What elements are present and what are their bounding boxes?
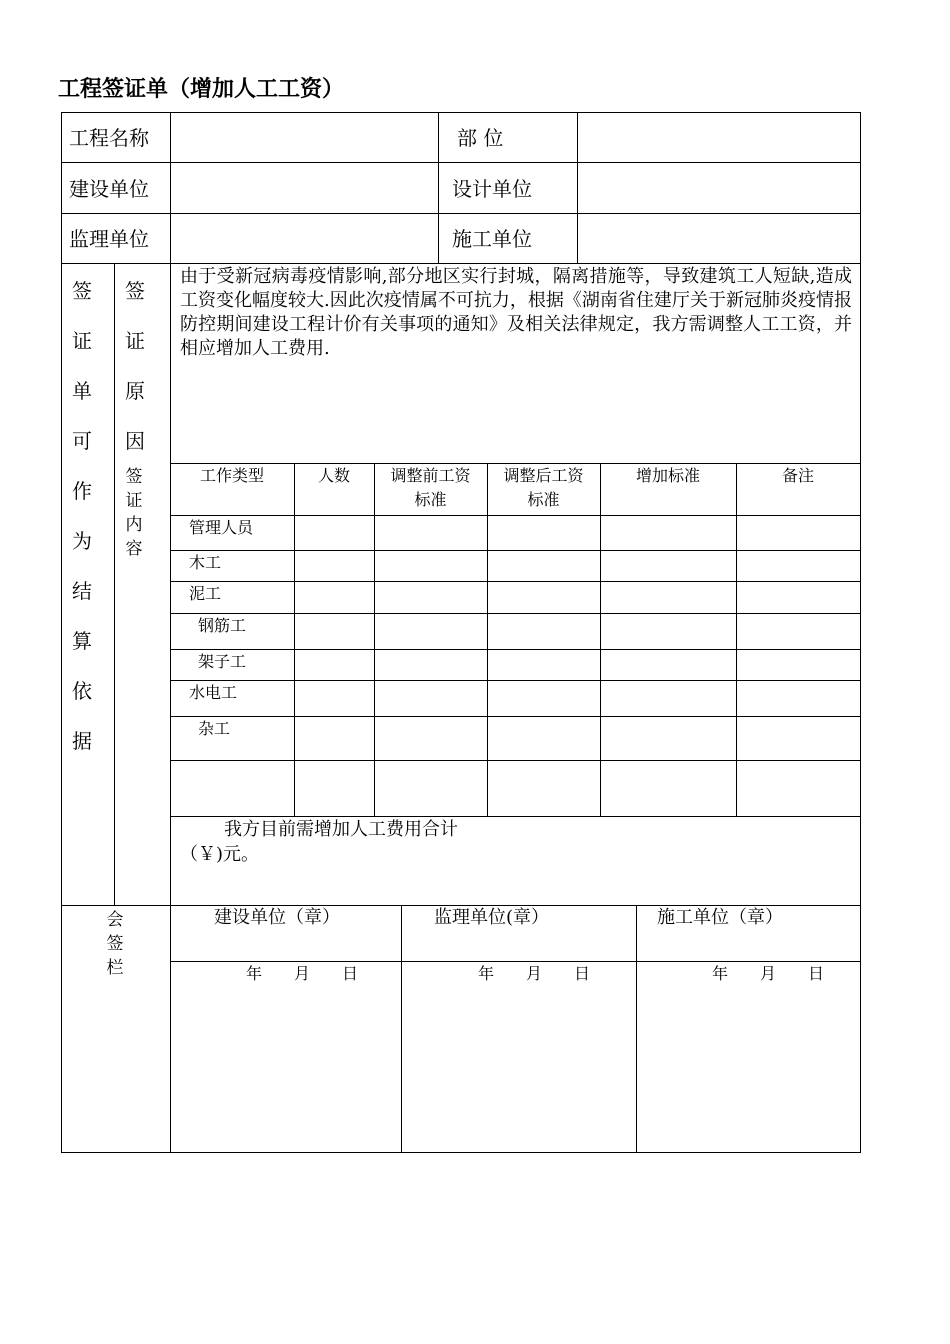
table-header-line: 调整前工资 bbox=[390, 466, 471, 485]
vertical-char: 证 bbox=[72, 329, 92, 353]
table-header-line: 调整后工资 bbox=[503, 466, 584, 485]
vertical-char: 签 bbox=[72, 279, 92, 303]
design-unit-label: 设计单位 bbox=[452, 177, 532, 201]
table-cell[interactable] bbox=[737, 582, 860, 613]
table-cell[interactable] bbox=[737, 551, 860, 581]
date-part: 月 bbox=[760, 964, 777, 983]
location-label: 部 位 bbox=[457, 126, 504, 150]
design-unit-field[interactable] bbox=[578, 163, 860, 213]
table-cell[interactable] bbox=[488, 650, 600, 680]
sign-date bbox=[478, 966, 590, 982]
vertical-char: 作 bbox=[72, 479, 92, 503]
table-cell[interactable] bbox=[737, 614, 860, 649]
border-right bbox=[860, 112, 861, 1153]
table-cell[interactable] bbox=[601, 761, 736, 816]
table-header-line: 标准 bbox=[527, 490, 560, 509]
table-row-label: 水电工 bbox=[189, 683, 238, 702]
table-cell[interactable] bbox=[295, 551, 374, 581]
table-cell[interactable] bbox=[295, 681, 374, 716]
contractor-seal-label: 施工单位（章） bbox=[657, 907, 783, 928]
vertical-char: 依 bbox=[72, 679, 92, 703]
date-part: 年 bbox=[712, 964, 729, 983]
table-cell[interactable] bbox=[375, 516, 487, 550]
table-cell[interactable] bbox=[488, 516, 600, 550]
table-header-line: 工作类型 bbox=[199, 466, 264, 485]
border-bottom bbox=[61, 1152, 861, 1153]
date-part: 日 bbox=[574, 964, 591, 983]
vertical-char: 证 bbox=[125, 329, 145, 353]
table-cell[interactable] bbox=[375, 761, 487, 816]
table-row-label: 泥工 bbox=[189, 584, 222, 603]
vertical-char: 签 bbox=[125, 279, 145, 303]
table-cell[interactable] bbox=[737, 650, 860, 680]
project-name-field[interactable] bbox=[171, 113, 437, 162]
date-part: 年 bbox=[478, 964, 495, 983]
table-cell[interactable] bbox=[601, 551, 736, 581]
table-cell[interactable] bbox=[601, 614, 736, 649]
table-cell[interactable] bbox=[601, 582, 736, 613]
vertical-char: 会 bbox=[106, 910, 124, 930]
sign-date bbox=[712, 966, 824, 982]
vertical-char: 签 bbox=[125, 467, 143, 487]
supervision-unit-label: 监理单位 bbox=[69, 227, 149, 251]
location-field[interactable] bbox=[578, 113, 860, 162]
table-cell[interactable] bbox=[488, 761, 600, 816]
table-cell[interactable] bbox=[601, 717, 736, 760]
table-cell[interactable] bbox=[737, 516, 860, 550]
vertical-char: 容 bbox=[125, 539, 143, 559]
vertical-char: 算 bbox=[72, 629, 92, 653]
construction-seal-label: 建设单位（章） bbox=[214, 907, 340, 928]
table-cell[interactable] bbox=[488, 551, 600, 581]
table-header bbox=[170, 464, 294, 488]
vertical-char: 据 bbox=[72, 729, 92, 753]
table-cell[interactable] bbox=[375, 681, 487, 716]
table-cell[interactable] bbox=[737, 717, 860, 760]
table-cell[interactable] bbox=[375, 650, 487, 680]
col-divider bbox=[401, 905, 402, 1153]
date-part: 月 bbox=[526, 964, 543, 983]
table-cell[interactable] bbox=[737, 761, 860, 816]
col-divider bbox=[636, 905, 637, 1153]
table-row-label: 架子工 bbox=[198, 652, 247, 671]
table-header-line: 备注 bbox=[781, 466, 814, 485]
table-cell[interactable] bbox=[488, 681, 600, 716]
col-divider bbox=[114, 263, 115, 906]
col-divider bbox=[438, 112, 439, 264]
table-header bbox=[374, 464, 487, 512]
date-part: 月 bbox=[294, 964, 311, 983]
table-cell[interactable] bbox=[375, 551, 487, 581]
table-row-label: 管理人员 bbox=[189, 518, 254, 537]
table-header-line: 标准 bbox=[414, 490, 447, 509]
table-header bbox=[600, 464, 736, 488]
table-row-label: 钢筋工 bbox=[198, 616, 247, 635]
vertical-char: 栏 bbox=[106, 958, 124, 978]
project-name-label: 工程名称 bbox=[69, 126, 149, 150]
vertical-char: 签 bbox=[106, 934, 124, 954]
table-row-label: 杂工 bbox=[198, 719, 231, 738]
table-header-line: 人数 bbox=[317, 466, 350, 485]
table-header bbox=[294, 464, 374, 488]
total-line-1: 我方目前需增加人工费用合计 bbox=[224, 819, 458, 840]
table-cell[interactable] bbox=[375, 582, 487, 613]
table-cell[interactable] bbox=[601, 650, 736, 680]
date-part: 日 bbox=[808, 964, 825, 983]
table-header-line: 增加标准 bbox=[635, 466, 700, 485]
border-left bbox=[61, 112, 62, 1153]
col-divider bbox=[170, 112, 171, 1153]
table-row-label: 木工 bbox=[189, 553, 222, 572]
page-title: 工程签证单（增加人工工资） bbox=[58, 77, 345, 102]
table-cell[interactable] bbox=[295, 614, 374, 649]
row-divider bbox=[170, 961, 861, 962]
table-cell[interactable] bbox=[295, 761, 374, 816]
construction-unit-field[interactable] bbox=[171, 163, 437, 213]
supervision-unit-field[interactable] bbox=[171, 214, 437, 263]
table-cell[interactable] bbox=[295, 516, 374, 550]
vertical-char: 结 bbox=[72, 579, 92, 603]
table-cell[interactable] bbox=[375, 717, 487, 760]
contractor-field[interactable] bbox=[578, 214, 860, 263]
vertical-char: 因 bbox=[125, 429, 145, 453]
table-cell[interactable] bbox=[737, 681, 860, 716]
table-cell[interactable] bbox=[295, 717, 374, 760]
row-divider bbox=[170, 816, 861, 817]
vertical-char: 原 bbox=[125, 379, 145, 403]
vertical-char: 可 bbox=[72, 429, 92, 453]
sign-date bbox=[246, 966, 358, 982]
vertical-char: 证 bbox=[125, 491, 143, 511]
table-cell[interactable] bbox=[601, 516, 736, 550]
table-cell[interactable] bbox=[375, 614, 487, 649]
table-cell[interactable] bbox=[601, 681, 736, 716]
supervision-seal-label: 监理单位(章） bbox=[434, 907, 550, 928]
table-header bbox=[736, 464, 860, 488]
reason-text: 由于受新冠病毒疫情影响,部分地区实行封城，隔离措施等，导致建筑工人短缺,造成工资变化幅度较大.因此次疫情属不可抗力，根据《湖南省住建厅关于新冠肺炎疫情报防控期间建设工程计价有关事项的通知》及相关法律规定，我方需调整人工工资，并相应增加人工费用. bbox=[180, 266, 852, 359]
table-cell[interactable] bbox=[295, 650, 374, 680]
row-divider bbox=[61, 905, 861, 906]
vertical-char: 单 bbox=[72, 379, 92, 403]
date-part: 年 bbox=[246, 964, 263, 983]
table-cell[interactable] bbox=[488, 614, 600, 649]
table-cell[interactable] bbox=[488, 717, 600, 760]
vertical-char: 内 bbox=[125, 515, 143, 535]
construction-unit-label: 建设单位 bbox=[69, 177, 149, 201]
vertical-char: 为 bbox=[72, 529, 92, 553]
total-line-2: （￥)元。 bbox=[180, 844, 260, 865]
row-divider bbox=[61, 263, 861, 264]
table-cell[interactable] bbox=[488, 582, 600, 613]
table-cell[interactable] bbox=[295, 582, 374, 613]
date-part: 日 bbox=[342, 964, 359, 983]
table-header bbox=[487, 464, 600, 512]
contractor-label: 施工单位 bbox=[452, 227, 532, 251]
